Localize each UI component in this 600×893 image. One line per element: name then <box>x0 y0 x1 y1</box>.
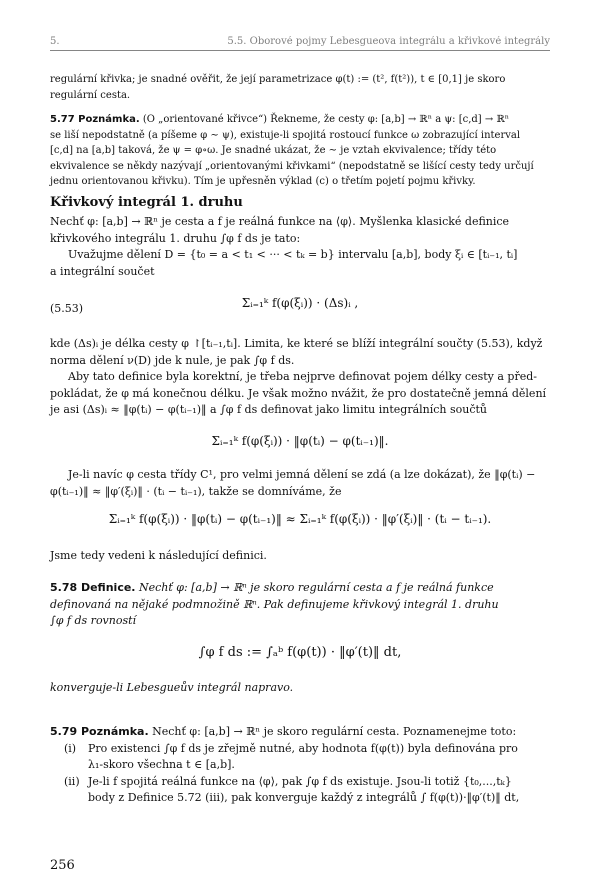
running-header <box>50 36 550 51</box>
definition-line: ∫φ f ds rovností <box>50 614 137 627</box>
section-body-3 <box>50 467 550 500</box>
remark-item <box>50 774 550 807</box>
remark-item-number: (ii) <box>64 774 80 788</box>
page-number: 256 <box>50 858 75 873</box>
equation-approximation: Σᵢ₌₁ᵏ f(φ(ξᵢ)) · ‖φ(tᵢ) − φ(tᵢ₋₁)‖ ≈ Σᵢ₌₁ᵏ f(φ(ξᵢ)) · ‖φ′(ξᵢ)‖ · (tᵢ − tᵢ₋₁). <box>108 512 492 526</box>
definition-5-78-label: 5.78 Definice. <box>50 581 136 594</box>
section-line: a integrální součet <box>50 264 155 278</box>
equation-label-5-53: (5.53) <box>50 302 84 315</box>
remark-5-77-line: [c,d] na [a,b] taková, že ψ = φ∘ω. Je snadné ukázat, že ∼ je vztah ekvivalence; třídy této <box>50 145 497 156</box>
remark-item-line: Pro existenci ∫φ f ds je zřejmě nutné, aby hodnota f(φ(t)) byla definována pro <box>88 741 518 755</box>
remark-5-77-line: jednu orientovanou křivku). Tím je upřesněn výklad (c) o třetím pojetí pojmu křivky. <box>50 176 476 187</box>
remark-item-line: λ₁-skoro všechna t ∈ [a,b]. <box>88 758 235 771</box>
section-line: Uvažujme dělení D = {t₀ = a < t₁ < ··· < tₖ = b} intervalu [a,b], body ξᵢ ∈ [tᵢ₋₁, tᵢ] <box>68 248 518 261</box>
section-body-4 <box>50 548 550 565</box>
section-line: Jsme tedy vedeni k následující definici. <box>50 549 267 562</box>
section-line: Aby tato definice byla korektní, je třeba nejprve definovat pojem délky cesty a před- <box>68 370 537 383</box>
remark-item <box>50 741 550 774</box>
equation-5-53: Σᵢ₌₁ᵏ f(φ(ξᵢ)) · (Δs)ᵢ , <box>241 296 359 310</box>
remark-5-77-line: ekvivalence se někdy nazývají „orientovanými křivkami“ (nepodstatně se lišící cesty tedy určují <box>50 160 534 172</box>
section-line: je asi (Δs)ᵢ ≈ ‖φ(tᵢ) − φ(tᵢ₋₁)‖ a ∫φ f ds definovat jako limitu integrálních součtů <box>50 403 488 416</box>
header-left: 5. <box>50 36 60 47</box>
section-line: křivkového integrálu 1. druhu ∫φ f ds je tato: <box>50 231 301 245</box>
remark-item-line: body z Definice 5.72 (iii), pak konverguje každý z integrálů ∫ f(φ(t))·‖φ′(t)‖ dt, <box>88 791 520 804</box>
section-line: φ(tᵢ₋₁)‖ ≈ ‖φ′(ξᵢ)‖ · (tᵢ − tᵢ₋₁), takže se domníváme, že <box>50 484 342 498</box>
remark-5-77-line: se liší nepodstatně (a píšeme φ ∼ ψ), existuje-li spojitá rostoucí funkce ω zobrazující interval <box>50 129 521 141</box>
intro-line-1: regulární křivka; je snadné ověřit, že její parametrizace φ(t) := (t², f(t²)), t ∈ [0,1] je skoro <box>50 74 506 85</box>
definition-after <box>50 680 550 697</box>
section-heading-block <box>50 195 550 210</box>
remark-5-77 <box>50 112 550 190</box>
section-line: Nechť φ: [a,b] → ℝⁿ je cesta a f je reálná funkce na ⟨φ⟩. Myšlenka klasické definice <box>50 215 510 228</box>
definition-equation: ∫φ f ds := ∫ₐᵇ f(φ(t)) · ‖φ′(t)‖ dt, <box>198 645 402 660</box>
section-line: Je-li navíc φ cesta třídy C¹, pro velmi jemná dělení se zdá (a lze dokázat), že ‖φ(tᵢ) − <box>68 468 536 481</box>
section-line: pokládat, že φ má konečnou délku. Je však možno nvážit, že pro dostatečně jemná dělení <box>50 386 547 400</box>
definition-after-line: konverguje-li Lebesgueův integrál napravo. <box>50 681 294 694</box>
remark-5-79-intro: Nechť φ: [a,b] → ℝⁿ je skoro regulární cesta. Poznamenejme toto: <box>152 725 517 738</box>
intro-line-2: regulární cesta. <box>50 89 131 101</box>
equation-sum-differences: Σᵢ₌₁ᵏ f(φ(ξᵢ)) · ‖φ(tᵢ) − φ(tᵢ₋₁)‖. <box>211 434 389 448</box>
remark-5-77-line: (O „orientované křivce“) Řekneme, že cesty φ: [a,b] → ℝⁿ a ψ: [c,d] → ℝⁿ <box>142 114 510 125</box>
intro-paragraph <box>50 72 550 103</box>
section-line: kde (Δs)ᵢ je délka cesty φ ↾[tᵢ₋₁,tᵢ]. Limita, ke které se blíží integrální součty (5.53), když <box>50 337 543 350</box>
definition-line: definovaná na nějaké podmnožině ℝⁿ. Pak definujeme křivkový integrál 1. druhu <box>50 597 499 611</box>
remark-5-79-label: 5.79 Poznámka. <box>50 725 149 738</box>
definition-5-78 <box>50 580 550 630</box>
section-line: norma dělení ν(D) jde k nule, je pak ∫φ f ds. <box>50 353 295 367</box>
section-body-1 <box>50 214 550 280</box>
remark-item-number: (i) <box>64 741 77 755</box>
remark-5-77-label: 5.77 Poznámka. <box>50 114 140 125</box>
section-title: Křivkový integrál 1. druhu <box>50 195 243 210</box>
definition-line: Nechť φ: [a,b] → ℝⁿ je skoro regulární cesta a f je reálná funkce <box>138 581 494 594</box>
remark-item-line: Je-li f spojitá reálná funkce na ⟨φ⟩, pak ∫φ f ds existuje. Jsou-li totiž {t₀,...,tₖ} <box>88 774 512 788</box>
header-right: 5.5. Oborové pojmy Lebesgueova integrálu a křivkové integrály <box>227 36 550 47</box>
remark-5-79 <box>50 724 550 807</box>
section-body-2 <box>50 336 550 419</box>
